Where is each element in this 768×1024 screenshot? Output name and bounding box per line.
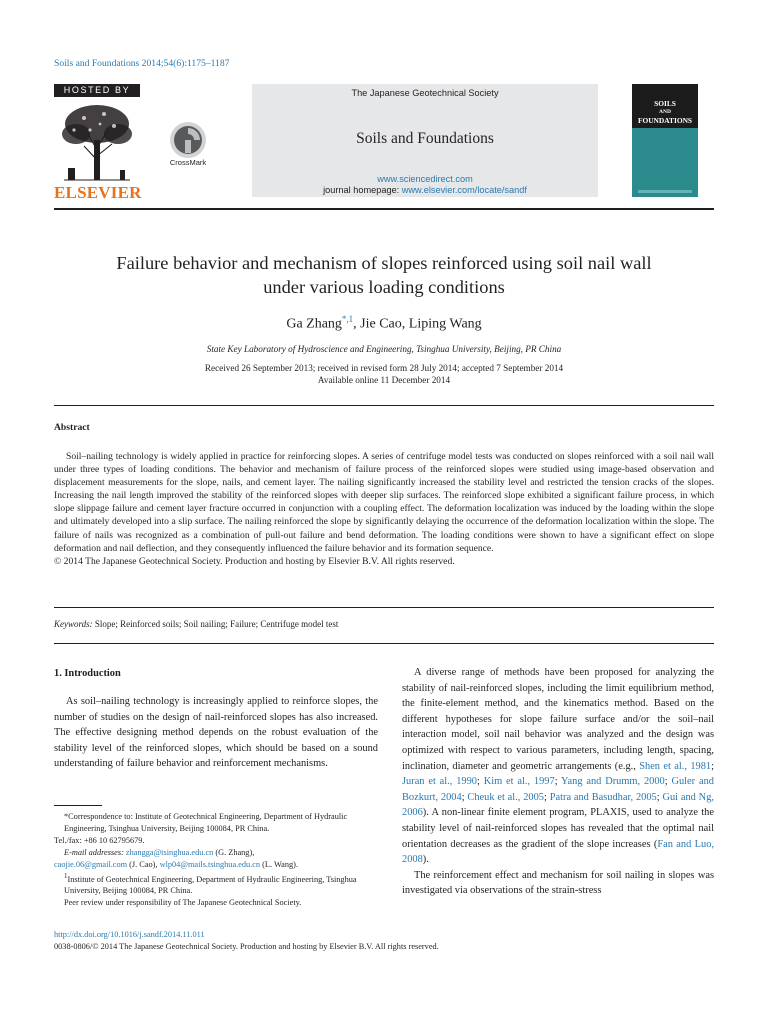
journal-name: Soils and Foundations	[356, 130, 494, 147]
title-line2: under various loading conditions	[263, 277, 505, 297]
abstract-text: Soil–nailing technology is widely applied in practice for reinforcing slopes. A series of centrifuge model tests was conducted on slopes reinforced with a soil nail wall under three types of loading conditions. The behavior and mechanism of failure process of the reinforced slopes were studied using image-based observation and displacement measurements for the slope, nails, and cement layer. The nailing significantly increased the stability level and restricted the tension cracks of the slopes. Increasing the nail length improved the stability of the reinforced slopes with deeper slip surfaces. The reinforced slope exhibited a significant failure process, in which slope slippage failure and cement layer fracture occurred in conjunction with a coupling effect. The deformation localization was induced by the loading within the slope and ultimately developed into a slip surface. The nailing reinforced the slope by significantly delaying the occurrence of the deformation localization within the slope. The failure of nails was recognized as a combination of pull-out failure and bend deformation. The loading conditions were shown to have a significant effect on slope deformation and nail deflection, and they consequently influenced the failure behavior and its formation sequence.	[54, 451, 714, 554]
hosted-by-label: HOSTED BY	[54, 84, 140, 97]
email-cao-name: (J. Cao),	[127, 859, 160, 869]
homepage-link[interactable]: www.elsevier.com/locate/sandf	[401, 185, 527, 195]
email-wang-name: (L. Wang).	[260, 859, 298, 869]
cover-foot-strip	[638, 190, 692, 193]
footnote-1	[54, 871, 384, 898]
ref-patra-basudhar-2005[interactable]: Patra and Basudhar, 2005	[549, 791, 657, 803]
affiliation: State Key Laboratory of Hydroscience and Engineering, Tsinghua University, Beijing, PR China	[206, 344, 562, 354]
right-column	[402, 665, 714, 899]
received-dates: Received 26 September 2013; received in revised form 28 July 2014; accepted 7 September 2014	[204, 363, 564, 373]
abstract-bottom-rule	[54, 607, 714, 608]
footnote-1-text: Institute of Geotechnical Engineering, Department of Hydraulic Engineering, Tsinghua University, Beijing 100084, PR China.	[64, 874, 357, 896]
journal-cover	[632, 84, 698, 197]
ref-gui-ng-2006[interactable]: Gui and Ng, 2006	[402, 791, 714, 819]
ref-yang-drumm-2000[interactable]: Yang and Drumm, 2000	[561, 776, 665, 788]
abstract-copyright: © 2014 The Japanese Geotechnical Society. Production and hosting by Elsevier B.V. All rights reserved.	[54, 555, 455, 567]
email-addresses	[54, 847, 384, 859]
abstract-heading: Abstract	[54, 422, 90, 433]
email-zhang-name: (G. Zhang),	[213, 847, 255, 857]
intro-paragraph-2: A diverse range of methods have been proposed for analyzing the stability of nail-reinforced slopes, including the limit equilibrium method, the finite-element method, and the kinematics method. Based on the different hypotheses for slope failure surface and/or the soil–nail interaction model, soil nail behavior was analyzed and the design was optimized with respect to various parameters, including length, spacing, inclination, diameter and geometric arrangements (e.g., Shen et al., 1981; Juran et al., 1990; Kim et al., 1997; Yang and Drumm, 2000; Guler and Bozkurt, 2004; Cheuk et al., 2005; Patra and Basudhar, 2005; Gui and Ng, 2006). A non-linear finite element program, PLAXIS, used to analyze the stability level of nail-reinforced slopes has revealed that the optimal nail orientation decreases as the gradient of the slope increases (Fan and Luo, 2008).	[402, 667, 715, 866]
para2-text-c: ).	[422, 854, 429, 866]
journal-citation[interactable]: Soils and Foundations 2014;54(6):1175–1187	[54, 58, 230, 69]
intro-paragraph-3: The reinforcement effect and mechanism for soil nailing in slopes was investigated via observations of the strain-stress	[402, 869, 714, 897]
cover-title	[632, 100, 698, 125]
keywords	[54, 619, 714, 629]
keywords-bottom-rule	[54, 643, 714, 644]
ref-shen-1981[interactable]: Shen et al., 1981	[639, 760, 712, 772]
cover-title-line1: SOILS	[654, 99, 676, 108]
footnote-rule	[54, 805, 102, 806]
keywords-label: Keywords:	[54, 619, 93, 629]
ref-juran-1990[interactable]: Juran et al., 1990	[402, 776, 477, 788]
left-column	[54, 667, 378, 772]
ref-fan-luo-2008[interactable]: Fan and Luo, 2008	[402, 838, 715, 866]
society-name: The Japanese Geotechnical Society	[351, 88, 499, 98]
email-label: E-mail addresses:	[64, 847, 124, 857]
email-cao[interactable]: caojie.06@gmail.com	[54, 859, 128, 869]
author-list	[54, 314, 714, 333]
cover-title-line2: AND	[659, 109, 671, 116]
section-heading-introduction: 1. Introduction	[54, 668, 121, 679]
available-online: Available online 11 December 2014	[317, 375, 451, 386]
para2-text-b: ). A non-linear finite element program, PLAXIS, used to analyze the stability level of nail-reinforced slopes has revealed that the optimal nail orientation decreases as the gradient of the slope increases (	[402, 807, 714, 850]
issn-copyright: 0038-0806/© 2014 The Japanese Geotechnical Society. Production and hosting by Elsevier B.V. All rights reserved.	[54, 942, 439, 951]
footnotes	[54, 811, 384, 909]
peer-review-note: Peer review under responsibility of The Japanese Geotechnical Society.	[64, 898, 302, 908]
ref-guler-bozkurt-2004[interactable]: Guler and Bozkurt, 2004	[402, 776, 714, 803]
elsevier-logo-text: ELSEVIER	[54, 183, 142, 202]
tel-fax: Tel./fax: +86 10 62795679.	[54, 835, 145, 845]
author-others: , Jie Cao, Liping Wang	[353, 316, 482, 332]
abstract-top-rule	[54, 405, 714, 406]
author-zhang: Ga Zhang	[286, 316, 342, 332]
correspondence-note: *Correspondence to: Institute of Geotechnical Engineering, Department of Hydraulic Engineering, Tsinghua University, Beijing 100084, PR China.	[64, 812, 348, 833]
elsevier-tree-logo	[54, 100, 140, 182]
email-line-2	[54, 859, 384, 871]
para2-text-a: A diverse range of methods have been proposed for analyzing the stability of nail-reinforced slopes, including the limit equilibrium method, the finite-element method, and the kinematics method. Based on the different hypotheses for slope failure surface and/or the soil–nail interaction model, soil nail behavior was analyzed and the design was optimized with respect to various parameters, including length, spacing, inclination, diameter and geometric arrangements (e.g.,	[402, 667, 714, 772]
journal-homepage	[252, 185, 598, 196]
sciencedirect-link[interactable]: www.sciencedirect.com	[377, 174, 473, 184]
author-marks[interactable]: *,1	[341, 314, 354, 324]
intro-paragraph-1: As soil–nailing technology is increasingly applied to reinforce slopes, the number of studies on the design of nail-reinforced slopes has also increased. The effective designing method depends on the robust evaluation of the stability level of the reinforced slopes, which should be based on a sound understanding of failure behavior and reinforcement mechanisms.	[54, 696, 378, 770]
doi-link[interactable]: http://dx.doi.org/10.1016/j.sandf.2014.11.011	[54, 930, 205, 939]
email-zhang[interactable]: zhangga@tsinghua.edu.cn	[125, 847, 214, 857]
article-dates	[54, 362, 714, 387]
cover-title-line3: FOUNDATIONS	[637, 115, 693, 125]
homepage-prefix: journal homepage:	[323, 185, 402, 195]
crossmark-icon[interactable]	[168, 120, 208, 160]
header-rule	[54, 208, 714, 210]
footnote-1-mark: 1	[64, 872, 68, 880]
abstract-body	[54, 450, 714, 568]
ref-cheuk-2005[interactable]: Cheuk et al., 2005	[467, 791, 544, 803]
keywords-list: Slope; Reinforced soils; Soil nailing; Failure; Centrifuge model test	[92, 619, 339, 629]
article-title	[54, 251, 714, 299]
ref-kim-1997[interactable]: Kim et al., 1997	[483, 776, 555, 788]
crossmark-label: CrossMark	[169, 158, 207, 167]
email-wang[interactable]: wlp04@mails.tsinghua.edu.cn	[159, 859, 261, 869]
title-line1: Failure behavior and mechanism of slopes reinforced using soil nail wall	[116, 253, 652, 273]
